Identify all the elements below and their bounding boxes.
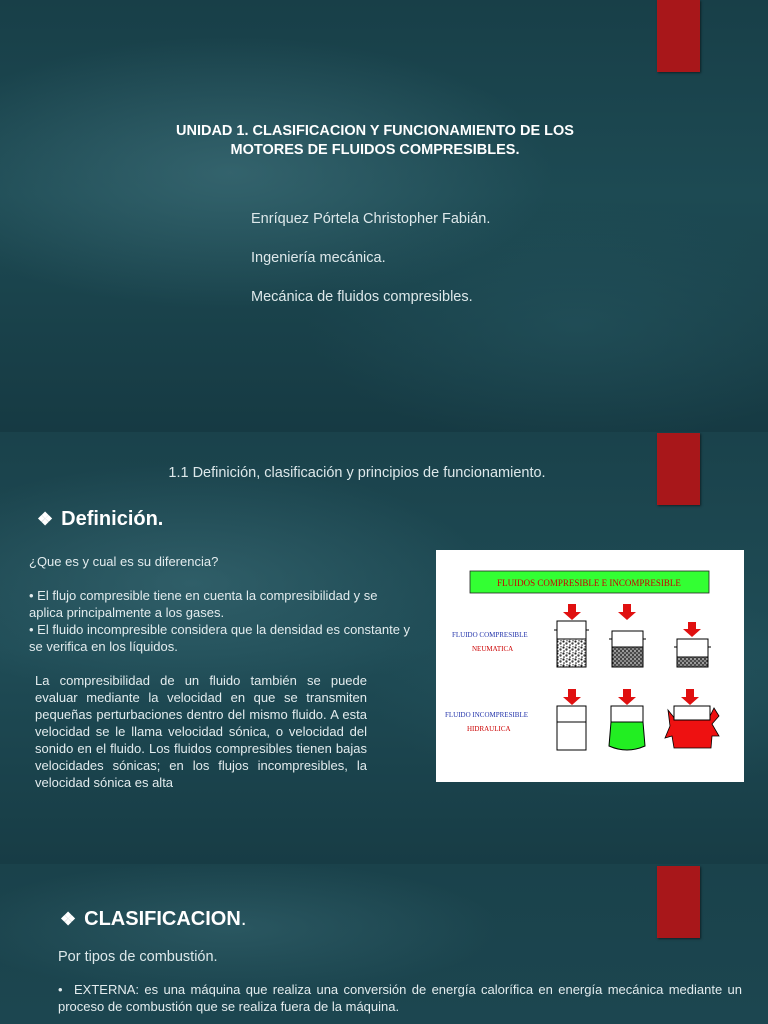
incompressible-container-burst: [665, 706, 719, 748]
author-info: [251, 209, 490, 326]
question-text: ¿Que es y cual es su diferencia?: [29, 554, 219, 569]
definition-bullets: [29, 587, 411, 655]
compressibility-paragraph: La compresibilidad de un fluido también se puede evaluar mediante la velocidad en que se transmiten pequeñas perturbaciones dentro del mismo fluido. A esta velocidad se le llama velocidad sónica, o velocidad del sonido en el fluido. Los fluidos compresibles tienen bajas velocidades sónicas; en los flujos incompresibles, la velocidad sónica es alta: [35, 673, 367, 790]
slide-title-heading: [130, 122, 620, 160]
red-accent-tab: [657, 0, 700, 72]
title-line-1: UNIDAD 1. CLASIFICACION Y FUNCIONAMIENTO DE LOS: [176, 123, 574, 139]
incompressible-container-empty: [557, 706, 586, 750]
banner-text: FLUIDOS COMPRESIBLE E INCOMPRESIBLE: [497, 578, 681, 588]
compressible-container-2: [609, 631, 646, 667]
compressible-container-1: [554, 621, 589, 667]
combustion-types-label: Por tipos de combustión.: [58, 949, 218, 965]
diamond-bullet-icon: ❖: [37, 509, 54, 529]
diamond-bullet-icon: ❖: [60, 909, 77, 929]
definition-heading-text: Definición.: [61, 508, 164, 530]
classification-heading-period: .: [240, 908, 247, 930]
slide-classification: [0, 864, 768, 1024]
fluids-diagram: [436, 550, 744, 782]
slide-definition: [0, 432, 768, 864]
row1-sub: NEUMATICA: [472, 645, 514, 653]
title-line-2: MOTORES DE FLUIDOS COMPRESIBLES.: [230, 142, 520, 158]
compressible-container-3: [674, 639, 711, 667]
bullet-dot: •: [58, 982, 63, 997]
career-name: Ingeniería mecánica.: [251, 250, 386, 266]
classification-heading: [60, 908, 246, 931]
author-name: Enríquez Pórtela Christopher Fabián.: [251, 211, 491, 227]
bullet-incompressible: • El fluido incompresible considera que la densidad es constante y se verifica en los líquidos.: [29, 622, 411, 654]
row2-label: FLUIDO INCOMPRESIBLE: [445, 711, 529, 719]
bullet-compressible: • El flujo compresible tiene en cuenta la compresibilidad y se aplica principalmente a los gases.: [29, 588, 378, 620]
row1-label: FLUIDO COMPRESIBLE: [452, 631, 528, 639]
section-subtitle: 1.1 Definición, clasificación y principios de funcionamiento.: [168, 465, 546, 481]
incompressible-container-green: [609, 706, 645, 750]
row2-sub: HIDRAULICA: [467, 725, 511, 733]
arrow-down-icon: [563, 689, 699, 705]
red-accent-tab: [657, 866, 700, 938]
slide-title: [0, 0, 768, 432]
definition-heading: [37, 508, 163, 531]
external-combustion-text: EXTERNA: es una máquina que realiza una conversión de energía calorífica en energía mecánica mediante un proceso de combustión que se realiza fuera de la máquina.: [58, 982, 742, 1014]
subject-name: Mecánica de fluidos compresibles.: [251, 289, 473, 305]
classification-heading-text: CLASIFICACION: [84, 908, 241, 930]
external-combustion-item: [58, 981, 742, 1015]
